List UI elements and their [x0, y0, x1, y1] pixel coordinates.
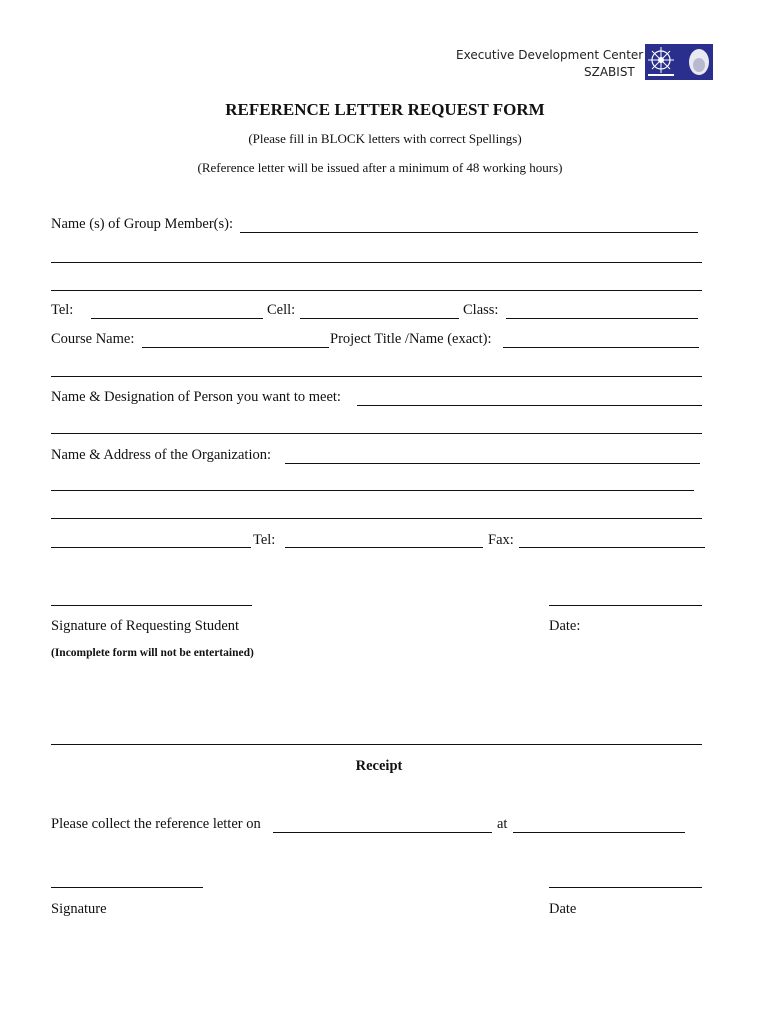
person-designation-field-2[interactable] [51, 419, 702, 434]
receipt-date-field[interactable] [549, 873, 702, 888]
instruction-working-hours: (Reference letter will be issued after a minimum of 48 working hours) [197, 160, 563, 175]
instruction-block-letters: (Please fill in BLOCK letters with correct Spellings) [248, 131, 522, 146]
collect-label: Please collect the reference letter on [51, 816, 261, 832]
receipt-signature-label: Signature [51, 901, 107, 917]
class-field[interactable] [506, 304, 698, 319]
fax-label: Fax: [488, 532, 514, 548]
receipt-title: Receipt [355, 758, 403, 774]
org-abbrev: SZABIST [584, 65, 635, 79]
project-title-label: Project Title /Name (exact): [330, 331, 492, 347]
date-label: Date: [549, 618, 581, 634]
org-address-field-2[interactable] [51, 476, 694, 491]
org-address-field[interactable] [285, 449, 700, 464]
group-members-field-1[interactable] [240, 218, 698, 233]
incomplete-form-note: (Incomplete form will not be entertained) [51, 647, 254, 659]
date-field[interactable] [549, 591, 702, 606]
person-designation-field[interactable] [357, 391, 702, 406]
project-title-field[interactable] [503, 333, 699, 348]
at-label: at [497, 816, 508, 832]
group-members-field-2[interactable] [51, 248, 702, 263]
project-title-field-2[interactable] [51, 362, 702, 377]
class-label: Class: [463, 302, 499, 318]
course-name-label: Course Name: [51, 331, 135, 347]
collect-time-field[interactable] [513, 818, 685, 833]
cell-field[interactable] [300, 304, 459, 319]
tel-label: Tel: [51, 302, 74, 318]
tel-field[interactable] [91, 304, 263, 319]
szabist-logo-icon [645, 44, 713, 80]
group-members-label: Name (s) of Group Member(s): [51, 216, 234, 232]
org-tel-field[interactable] [285, 533, 483, 548]
student-signature-field[interactable] [51, 591, 252, 606]
cell-label: Cell: [267, 302, 296, 318]
org-address-label: Name & Address of the Organization: [51, 447, 271, 463]
org-address-field-4[interactable] [51, 533, 251, 548]
receipt-divider [51, 730, 702, 745]
org-tel-label: Tel: [253, 532, 276, 548]
collect-date-field[interactable] [273, 818, 492, 833]
org-address-field-3[interactable] [51, 504, 702, 519]
group-members-field-3[interactable] [51, 276, 702, 291]
receipt-signature-field[interactable] [51, 873, 203, 888]
student-signature-label: Signature of Requesting Student [51, 618, 240, 634]
course-name-field[interactable] [142, 333, 329, 348]
person-designation-label: Name & Designation of Person you want to meet: [51, 389, 341, 405]
fax-field[interactable] [519, 533, 705, 548]
org-name: Executive Development Center [456, 48, 644, 62]
form-title: REFERENCE LETTER REQUEST FORM [225, 100, 545, 119]
receipt-date-label: Date [549, 901, 577, 917]
